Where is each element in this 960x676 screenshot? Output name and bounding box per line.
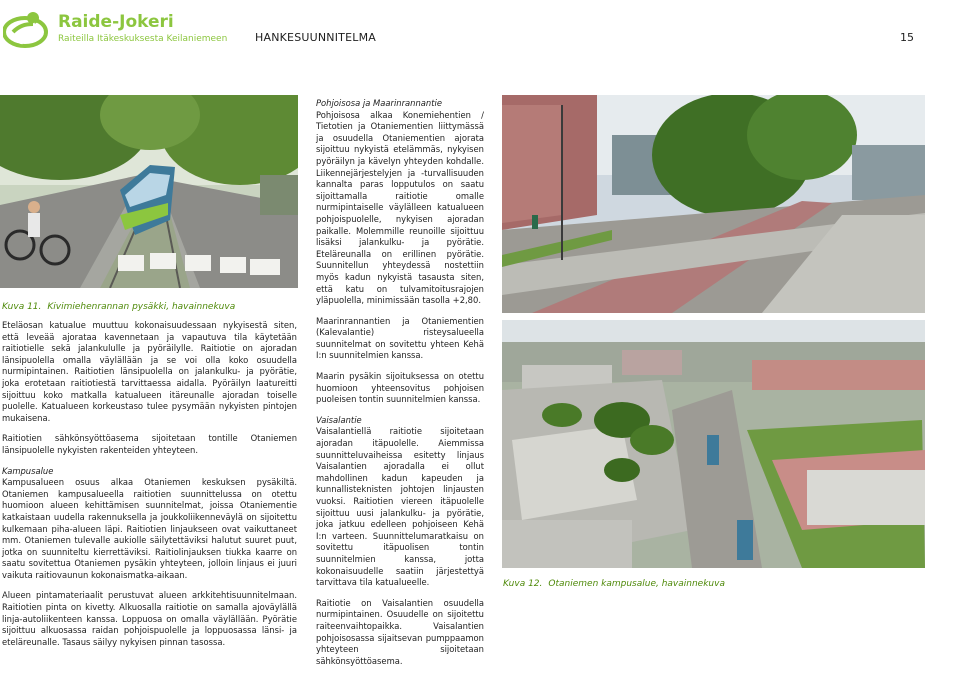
paragraph: Maarin pysäkin sijoituksessa on otettu huomioon yhteensovitus pohjoisen puoleisen tontin suunnitelmien kanssa. [316, 371, 484, 405]
middle-column-text [316, 98, 484, 676]
paragraph: Pohjoisosa alkaa Konemiehentien / Tietotien ja Otaniementien liittymässä ja osuudella Otaniementien ajorata sijoittuu nykyistä etelämmäs, nykyisen pyöräilyn ja kävelyn yhteyden kohdalle. Liikennejärjestelyjen ja -turvallisuuden kannalta paras lopputulos on saatu sijoittamalla raitiotie omalle nurmipintaiselle väylälleen katualueen pohjoispuolelle, nykyisen ajoradan paikalle. Molemmille reunoille sijoittuu lisäksi jalankulku- ja pyörätie. Eteläreunalla on erillinen pyörätie. Suunnitellun yhteydessä nostettiin myös kadun nykyistä tasausta siten, että katu on tulvamitoitusrajojen yläpuolella, minimissään tasolla +2,80. [316, 109, 484, 306]
paragraph: Alueen pintamateriaalit perustuvat alueen arkkitehtisuunnitelmaan. Raitiotien pinta on kivetty. Alkuosalla raitiotie on samalla ajoväylällä linja-autoliikenteen kanssa. Loppuosa on omalla väylällään. Pyörätie sijoittuu alkuosassa raidan pohjoispuolelle ja loppuosassa länsi- ja eteläreunalle. Tasaus säilyy nykyisen pinnan tasossa. [2, 590, 297, 647]
page-number: 15 [900, 31, 914, 44]
paragraph: Eteläosan katualue muuttuu kokonaisuudessaan nykyisestä siten, että leveää ajorataa kavennetaan ja vapautuva tila käytetään raitiotielle sekä jalankululle ja pyöräilylle. Raitiotie on ajoradan länsipuolella omalla väylällään ja se voi olla koko osuudella nurmipintainen. Raitiotien länsipuolella on jalankulku- ja pyörätie, joka erotetaan raitiotiestä tarvittaessa aidalla. Pyöräilyn laatureitti sijoittuu koko matkalla katualueen itäreunalle ajoradan toiselle puolelle. Katualueen korkeustaso tulee pysymään nykyisten pintojen mukaisena. [2, 320, 297, 423]
brand-title: Raide-Jokeri [58, 12, 174, 32]
paragraph: Vaisalantiellä raitiotie sijoitetaan ajoradan itäpuolelle. Aiemmissa suunnitteluvaiheissa esitetty linjaus Vaisalantien ajoradalla ei ollut mahdollinen kadun kapeuden ja kunnallisteknisten johtojen linjausten vuoksi. Raitiotien viereen itäpuolelle sijoittuu uusi jalankulku- ja pyörätie, joka jatkuu edelleen pohjoiseen Kehä I:n varteen. Suunnittelumaratkaisu on sovitettu itäpuolisen tontin suunnitelmien kanssa, jotta kokonaisuudelle saatiin järjestettyä tarvittava tila katualueelle. [316, 426, 484, 588]
paragraph: Raitiotie on Vaisalantien osuudella nurmipintainen. Osuudelle on sijoitettu raiteenvaihtopaikka. Vaisalantien pohjoisosassa sijaitsevan pumppaamon yhteyteen sijoitetaan sähkönsyöttöasema. [316, 597, 484, 666]
kampusalue-heading: Kampusalue [2, 465, 54, 476]
figure-12-text: Otaniemen kampusalue, havainnekuva [548, 579, 725, 589]
figure-11-number: Kuva 11. [2, 302, 42, 312]
paragraph: Kampusalueen osuus alkaa Otaniemen keskuksen pysäkiltä. Otaniemen kampusalueella raitiotien suunnittelussa on otettu huomioon alueen kehittämisen suunnitelmat, joissa Otaniementie katkaistaan uudella rakennuksella ja joukkoliikenneväylä on sijoitettu kulkemaan piha-alueen läpi. Raitiotien linjaukseen ovat vaikuttaneet mm. Otaniemen tulevalle aukiolle säilytettäviksi halutut suuret puut, jotka on suunniteltu kierrettäviksi. Raitiolinjauksen tiukka kaarre on saatu sovitettua Otaniemen pysäkin yhteyteen, jolloin linjaus ei juuri vaikuta raitiovaunun kokonaismatka-aikaan. [2, 477, 297, 580]
figure-12-number: Kuva 12. [503, 579, 543, 589]
paragraph: Maarinrannantien ja Otaniementien (Kalevalantie) risteysalueella suunnitelmat on sovitettu yhteen Kehä I:n suunnitelmien kanssa. [316, 315, 484, 361]
raide-jokeri-logo-icon [3, 10, 49, 48]
figure-11-text: Kivimiehenrannan pysäkki, havainnekuva [47, 302, 236, 312]
vaisalantie-heading: Vaisalantie [316, 414, 362, 425]
otaniemi-campus-rendering [502, 320, 925, 568]
brand [58, 13, 227, 45]
paragraph: Raitiotien sähkönsyöttöasema sijoitetaan tontille Otaniemen länsipuolelle nykyisten rakenteiden yhteyteen. [2, 433, 297, 455]
document-title: HANKESUUNNITELMA [255, 31, 376, 44]
figure-12-caption [503, 579, 725, 589]
kivimiehenranta-stop-rendering [0, 95, 298, 288]
maarinrannantie-plaza-rendering [502, 95, 925, 313]
pohjoisosa-heading: Pohjoisosa ja Maarinrannantie [316, 98, 442, 108]
brand-subtitle: Raiteilla Itäkeskuksesta Keilaniemeen [58, 34, 228, 44]
left-column-text [2, 320, 297, 657]
page-header [0, 0, 960, 60]
figure-11-caption [2, 302, 235, 312]
